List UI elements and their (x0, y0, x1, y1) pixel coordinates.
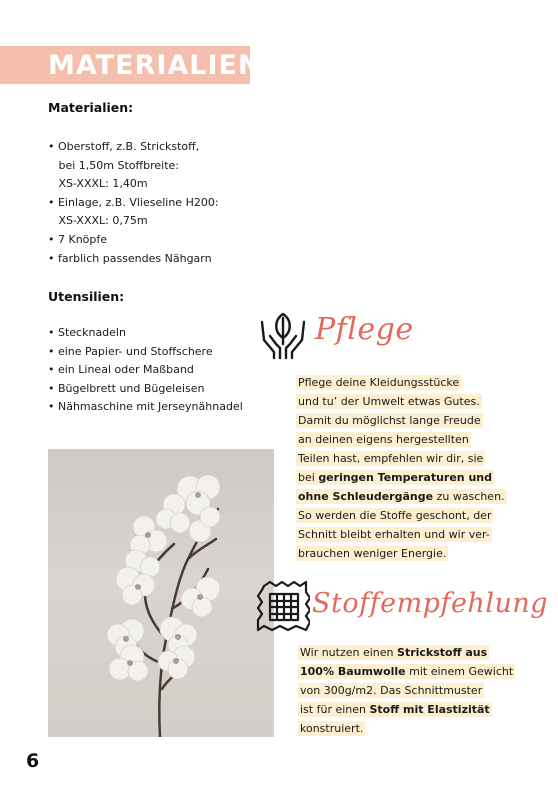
text-line (296, 430, 507, 449)
tools-list (48, 324, 243, 417)
text-line (296, 392, 507, 411)
list-item: • Einlage, z.B. Vlieseline H200: (48, 195, 219, 209)
text-segment: Pflege deine Kleidungsstücke (298, 376, 460, 389)
materials-list (48, 138, 219, 268)
text-segment: Schnitt bleibt erhalten und wir ver- (298, 528, 490, 541)
text-line (296, 373, 507, 392)
materials-heading: Materialien: (48, 100, 134, 115)
text-segment: und tu’ der Umwelt etwas Gutes. (298, 395, 480, 408)
text-segment: Wir nutzen einen (300, 646, 398, 659)
text-line (298, 643, 515, 662)
text-segment: bei (298, 471, 319, 484)
text-line (298, 681, 515, 700)
text-line (296, 487, 507, 506)
page-number: 6 (26, 750, 40, 772)
tools-heading: Utensilien: (48, 289, 125, 304)
care-text (296, 373, 507, 563)
bold-text: Strickstoff aus (397, 646, 488, 659)
hands-leaf-icon (258, 310, 308, 364)
list-item: bei 1,50m Stoffbreite: (48, 158, 179, 172)
text-line (298, 719, 515, 738)
list-item: • Oberstoff, z.B. Strickstoff, (48, 140, 200, 153)
cotton-branch-photo (48, 449, 274, 737)
text-line (298, 700, 515, 719)
text-line (296, 506, 507, 525)
list-item: • farblich passendes Nähgarn (48, 251, 212, 265)
fabric-text (298, 643, 515, 738)
text-line (296, 544, 507, 563)
page-title: MATERIALIEN (48, 50, 262, 81)
text-segment: brauchen weniger Energie. (298, 547, 447, 560)
text-segment: ist für einen (300, 703, 370, 716)
text-segment: So werden die Stoffe geschont, der (298, 509, 492, 522)
text-line (296, 411, 507, 430)
cotton-branch-illustration (48, 449, 274, 737)
text-line (296, 525, 507, 544)
text-segment: von 300g/m2. Das Schnittmuster (300, 684, 483, 697)
fabric-title: Stoffempfehlung (312, 588, 549, 619)
list-item: XS-XXXL: 0,75m (48, 214, 148, 228)
list-item: • Stecknadeln (48, 326, 126, 339)
list-item: • Bügelbrett und Bügeleisen (48, 381, 205, 395)
care-title: Pflege (315, 312, 414, 347)
list-item: XS-XXXL: 1,40m (48, 177, 148, 191)
fabric-swatch-icon (256, 580, 310, 636)
text-line (298, 662, 515, 681)
list-item: • 7 Knöpfe (48, 232, 108, 246)
text-segment: konstruiert. (300, 722, 364, 735)
bold-text: geringen Temperaturen und (318, 471, 492, 484)
text-segment: mit einem Gewicht (405, 665, 514, 678)
text-line (296, 468, 507, 487)
bold-text: ohne Schleudergänge (298, 490, 434, 503)
text-segment: zu waschen. (433, 490, 505, 503)
text-line (296, 449, 507, 468)
list-item: • ein Lineal oder Maßband (48, 363, 194, 377)
bold-text: Stoff mit Elastizität (369, 703, 490, 716)
bold-text: 100% Baumwolle (300, 665, 406, 678)
list-item: • eine Papier- und Stoffschere (48, 344, 213, 358)
text-segment: an deinen eigens hergestellten (298, 433, 469, 446)
text-segment: Damit du möglichst lange Freude (298, 414, 481, 427)
list-item: • Nähmaschine mit Jerseynähnadel (48, 400, 243, 414)
text-segment: Teilen hast, empfehlen wir dir, sie (298, 452, 484, 465)
